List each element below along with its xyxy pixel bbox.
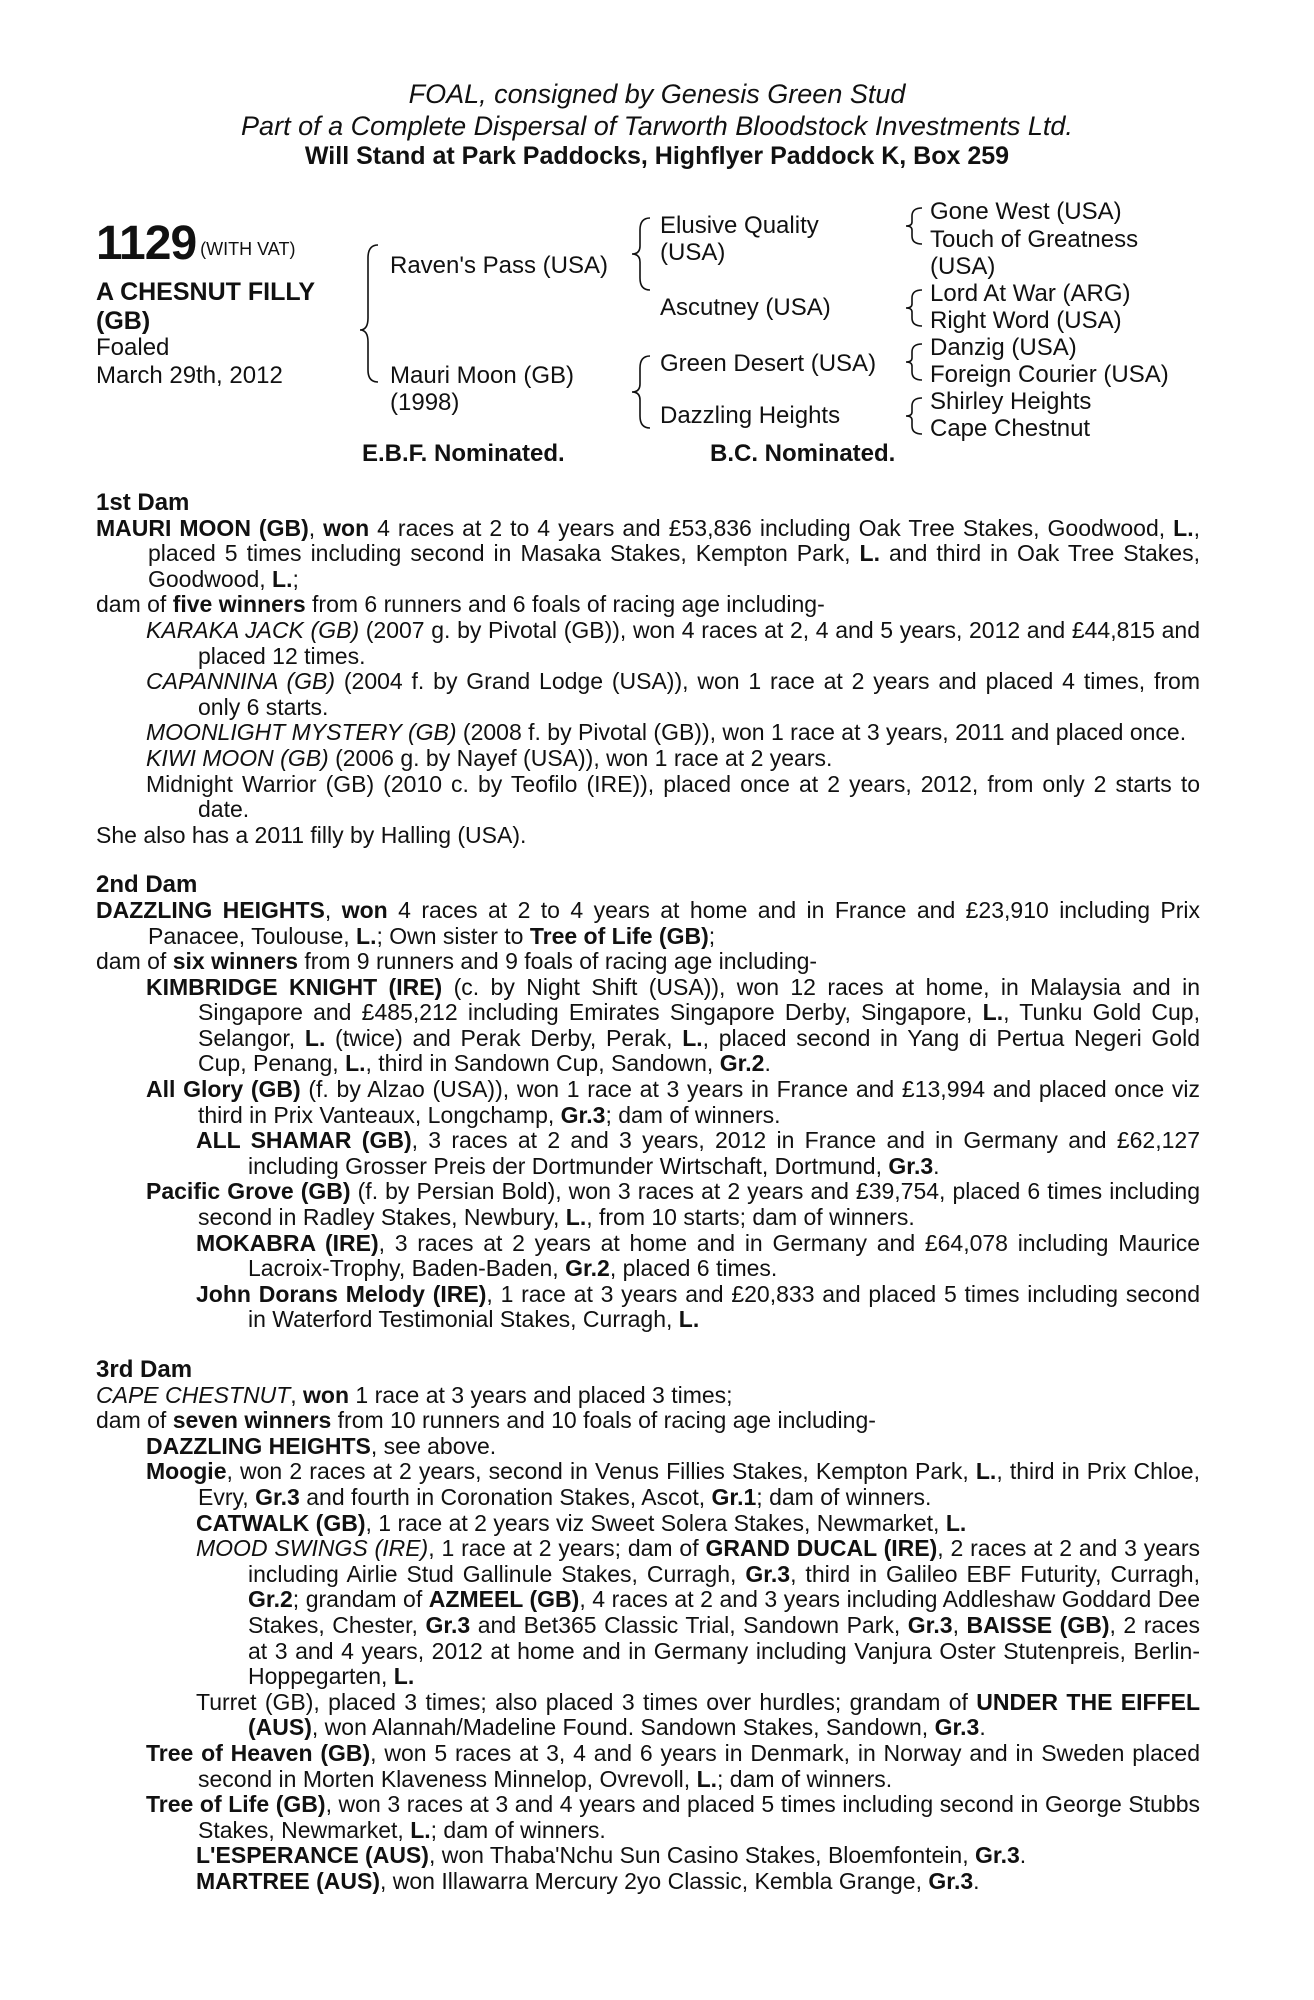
horse-record: ; dam of winners. <box>605 1101 781 1128</box>
dispersal-line: Part of a Complete Dispersal of Tarworth Bloodstock Investments Ltd. <box>241 111 1073 141</box>
section-gap <box>96 848 1200 872</box>
brace-dam <box>632 356 650 428</box>
horse-name: DAZZLING HEIGHTS <box>146 1432 371 1459</box>
lot-description-line2: (GB) <box>96 307 151 335</box>
group-mark: Gr.3 <box>907 1611 953 1638</box>
produce-martree <box>96 1869 1200 1895</box>
listed-mark: L. <box>975 1458 997 1485</box>
winners-count: six winners <box>172 948 298 975</box>
produce-kimbridge-knight <box>96 975 1200 1077</box>
dam-of-detail: from 6 runners and 6 foals of racing age including- <box>305 591 825 618</box>
horse-name: GRAND DUCAL (IRE) <box>705 1535 938 1562</box>
sister-name: Tree of Life (GB) <box>529 922 709 949</box>
brace-g5 <box>906 344 922 380</box>
horse-record: (twice) and Perak Derby, Perak, <box>325 1024 683 1051</box>
gg-sire-3: Danzig (USA) <box>930 334 1077 361</box>
horse-record: ; dam of winners. <box>756 1483 932 1510</box>
produce-all-shamar <box>96 1128 1200 1179</box>
horse-record: (f. by Alzao (USA)), won 1 race at 3 years in France and £13,994 and placed once viz third in Prix Vanteaux, Longchamp, <box>198 1076 1200 1128</box>
listed-mark: L. <box>565 1204 587 1231</box>
horse-record: , see above. <box>370 1432 497 1459</box>
produce-dazzling-heights <box>96 1434 1200 1460</box>
brace-sire <box>632 218 650 290</box>
horse-record: (2007 g. by Pivotal (GB)), won 4 races at 2, 4 and 5 years, 2012 and £44,815 and placed 12 times. <box>198 616 1200 669</box>
second-dam-record: DAZZLING HEIGHTS, won 4 races at 2 to 4 years at home and in France and £23,910 including Prix Panacee, Toulouse, L.; Own sister to Tree of Life (GB); <box>96 896 1201 949</box>
horse-name: CATWALK (GB) <box>196 1509 366 1536</box>
listed-mark: L. <box>410 1816 431 1843</box>
horse-name: KIMBRIDGE KNIGHT (IRE) <box>146 973 443 1000</box>
horse-record: , placed second in Yang di Pertua Negeri Gold Cup, Penang, <box>198 1024 1200 1077</box>
first-dam-name: MAURI MOON (GB) <box>96 514 309 541</box>
horse-record: , won 2 races at 2 years, second in Venus Fillies Stakes, Kempton Park, <box>226 1458 976 1485</box>
dam-dam: Dazzling Heights <box>660 402 841 429</box>
group-mark: Gr.3 <box>745 1560 791 1587</box>
horse-record: , third in Sandown Cup, Sandown, <box>365 1050 720 1077</box>
group-mark: Gr.2 <box>248 1586 293 1613</box>
second-dam-produce-summary <box>96 949 1200 975</box>
horse-name: John Dorans Melody (IRE) <box>196 1280 487 1307</box>
listed-mark: L. <box>682 1024 703 1051</box>
third-dam-won: won <box>303 1381 350 1408</box>
winners-count: seven winners <box>172 1407 332 1434</box>
horse-record: , <box>952 1611 967 1638</box>
gg-dam-1 <box>930 226 1138 280</box>
group-mark: Gr.3 <box>975 1842 1020 1869</box>
produce-lesperance <box>96 1843 1200 1869</box>
ebf-nomination: E.B.F. Nominated. <box>362 440 565 467</box>
section-gap <box>96 1333 1200 1357</box>
listed-mark: L. <box>859 540 880 567</box>
winners-count: five winners <box>172 591 306 618</box>
listed-mark: L. <box>1173 514 1194 541</box>
horse-name: KIWI MOON (GB) <box>146 744 329 771</box>
horse-name: All Glory (GB) <box>146 1076 301 1103</box>
dam-of-label: dam of <box>96 1407 173 1434</box>
group-mark: Gr.3 <box>255 1483 300 1510</box>
first-dam-record: MAURI MOON (GB), won 4 races at 2 to 4 years and £53,836 including Oak Tree Stakes, Goodwood, L., placed 5 times including second in Masaka Stakes, Kempton Park, L. and third in Oak Tree Stakes, Goodwood, L.; <box>96 514 1200 592</box>
dam-of-label: dam of <box>96 591 173 618</box>
dam-line1: Mauri Moon (GB) <box>390 362 575 389</box>
produce-turret <box>96 1690 1200 1741</box>
second-dam-won: won <box>341 896 388 923</box>
third-dam-name: CAPE CHESTNUT <box>96 1381 291 1408</box>
horse-record: and fourth in Coronation Stakes, Ascot, <box>299 1483 712 1510</box>
produce-tree-of-life <box>96 1792 1200 1843</box>
horse-record: ; dam of winners. <box>717 1765 893 1792</box>
horse-name: Tree of Heaven (GB) <box>146 1739 371 1766</box>
horse-record: , won Thaba'Nchu Sun Casino Stakes, Bloemfontein, <box>428 1842 975 1869</box>
produce-john-dorans-melody <box>96 1282 1200 1333</box>
group-mark: Gr.2 <box>719 1050 765 1077</box>
group-mark: Gr.2 <box>565 1255 610 1282</box>
second-dam-name: DAZZLING HEIGHTS <box>96 896 325 923</box>
horse-record: . <box>764 1050 771 1077</box>
bc-nomination: B.C. Nominated. <box>710 440 896 467</box>
gg-sire-1: Gone West (USA) <box>930 198 1122 225</box>
listed-mark: L. <box>304 1024 326 1051</box>
lot-description-line1: A CHESNUT FILLY <box>96 278 315 306</box>
produce-kiwi-moon <box>96 746 1200 772</box>
produce-tree-of-heaven <box>96 1741 1200 1792</box>
horse-record: , placed 6 times. <box>609 1255 778 1282</box>
foaled-date: March 29th, 2012 <box>96 362 283 389</box>
group-mark: Gr.1 <box>711 1483 757 1510</box>
horse-record: , Tunku Gold Cup, Selangor, <box>198 999 1200 1051</box>
horse-record: , 1 race at 2 years viz Sweet Solera Stakes, Newmarket, <box>365 1509 946 1536</box>
produce-pacific-grove <box>96 1179 1200 1230</box>
horse-record: , 3 races at 2 years at home and in Germany and £64,078 including Maurice Lacroix-Trophy, Baden-Baden, <box>248 1229 1200 1282</box>
listed-mark: L. <box>678 1306 700 1333</box>
horse-record: (2008 f. by Pivotal (GB)), won 1 race at 3 years, 2011 and placed once. <box>456 719 1187 746</box>
first-dam-also-note: She also has a 2011 filly by Halling (USA). <box>96 821 527 848</box>
second-dam-title: 2nd Dam <box>96 871 198 899</box>
brace-g3 <box>906 290 922 326</box>
listed-mark: L. <box>982 999 1004 1026</box>
horse-record: , third in Prix Chloe, Evry, <box>198 1458 1200 1510</box>
foaled-label: Foaled <box>96 334 170 361</box>
group-mark: Gr.3 <box>928 1867 974 1894</box>
second-dam-record-a: 4 races at 2 to 4 years at home and in France and £23,910 including Prix Panacee, Toulouse, <box>148 896 1201 949</box>
sire-sire <box>660 212 819 266</box>
gg-sire-2: Lord At War (ARG) <box>930 280 1131 307</box>
gg-dam-4: Cape Chestnut <box>930 415 1091 442</box>
horse-record: . <box>973 1867 980 1894</box>
horse-name: MOKABRA (IRE) <box>196 1229 379 1256</box>
horse-name: MOOD SWINGS (IRE) <box>196 1535 429 1562</box>
produce-moogie <box>96 1459 1200 1510</box>
dam-line2: (1998) <box>390 389 460 416</box>
horse-record: (2006 g. by Nayef (USA)), won 1 race at 2 years. <box>328 744 833 771</box>
horse-record: , 4 races at 2 and 3 years including Addleshaw Goddard Dee Stakes, Chester, <box>248 1586 1200 1638</box>
gg-dam-2: Right Word (USA) <box>930 307 1122 334</box>
dam <box>390 362 574 416</box>
horse-record: Turret (GB), placed 3 times; also placed 3 times over hurdles; grandam of <box>196 1688 977 1715</box>
produce-midnight-warrior: Midnight Warrior (GB) (2010 c. by Teofilo (IRE)), placed once at 2 years, 2012, from only 2 starts to date. <box>146 770 1200 823</box>
produce-karaka-jack <box>96 618 1200 669</box>
group-mark: Gr.3 <box>888 1152 934 1179</box>
horse-record: , won 3 races at 3 and 4 years and placed 5 times including second in George Stubbs Stakes, Newmarket, <box>198 1791 1200 1843</box>
second-dam-record-b: ; Own sister to <box>376 922 530 949</box>
horse-record: , 2 races at 2 and 3 years including Airlie Stud Gallinule Stakes, Curragh, <box>248 1535 1200 1587</box>
sire-sire-line2: (USA) <box>660 239 726 266</box>
horse-record: (c. by Night Shift (USA)), won 12 races at home, in Malaysia and in Singapore and £485,212 including Emirates Singapore Derby, Singapore, <box>198 973 1200 1026</box>
produce-catwalk <box>96 1511 1200 1537</box>
horse-record: , 3 races at 2 and 3 years, 2012 in France and in Germany and £62,127 including Grosser Preis der Dortmunder Wirtschaft, Dortmund, <box>248 1127 1200 1179</box>
horse-record: , 1 race at 3 years and £20,833 and placed 5 times including second in Waterford Testimonial Stakes, Curragh, <box>248 1280 1200 1333</box>
brace-g1 <box>906 208 922 244</box>
produce-moonlight-mystery <box>96 720 1200 746</box>
first-dam-title: 1st Dam <box>96 489 190 516</box>
produce-capannina <box>96 669 1200 720</box>
second-dam-record-c: ; <box>708 922 716 949</box>
listed-mark: L. <box>393 1663 415 1690</box>
listed-mark: L. <box>356 922 377 949</box>
horse-record: , won Alannah/Madeline Found. Sandown Stakes, Sandown, <box>311 1714 935 1741</box>
sire: Raven's Pass (USA) <box>390 252 608 279</box>
horse-record: and Bet365 Classic Trial, Sandown Park, <box>470 1611 908 1638</box>
gg-sire-4: Shirley Heights <box>930 388 1092 415</box>
horse-name: BAISSE (GB) <box>966 1611 1110 1638</box>
brace-main <box>360 245 378 382</box>
horse-record: , from 10 starts; dam of winners. <box>586 1204 915 1231</box>
horse-record: (2004 f. by Grand Lodge (USA)), won 1 race at 2 years and placed 4 times, from only 6 starts. <box>198 668 1200 720</box>
horse-name: MOONLIGHT MYSTERY (GB) <box>146 719 457 746</box>
dam-of-label: dam of <box>96 948 173 975</box>
horse-name: KARAKA JACK (GB) <box>146 616 360 643</box>
vat-note: (WITH VAT) <box>200 239 296 259</box>
lot-number: 1129 <box>96 217 197 270</box>
horse-record: ; grandam of <box>292 1586 429 1613</box>
horse-record: . <box>1019 1842 1027 1869</box>
third-dam-record-text: 1 race at 3 years and placed 3 times; <box>349 1381 733 1408</box>
horse-name: UNDER THE EIFFEL (AUS) <box>248 1688 1200 1741</box>
horse-record: , won Illawarra Mercury 2yo Classic, Kembla Grange, <box>380 1867 929 1894</box>
horse-name: Tree of Life (GB) <box>146 1791 326 1818</box>
brace-g7 <box>906 398 922 434</box>
horse-name: ALL SHAMAR (GB) <box>196 1127 412 1154</box>
dam-sire: Green Desert (USA) <box>660 350 877 377</box>
listed-mark: L. <box>345 1050 366 1077</box>
horse-name: AZMEEL (GB) <box>428 1586 580 1613</box>
horse-record: , won 5 races at 3, 4 and 6 years in Denmark, in Norway and in Sweden placed second in Morten Klaveness Minnelop, Ovrevoll, <box>198 1739 1200 1792</box>
listed-mark: L. <box>272 565 293 592</box>
horse-name: CAPANNINA (GB) <box>146 668 336 695</box>
first-dam-won: won <box>323 514 370 541</box>
gg-dam-1-line1: Touch of Greatness <box>930 226 1139 253</box>
group-mark: Gr.3 <box>560 1101 606 1128</box>
group-mark: Gr.3 <box>425 1611 471 1638</box>
horse-record: , 1 race at 2 years; dam of <box>428 1535 706 1562</box>
listed-mark: L. <box>945 1509 967 1536</box>
horse-record: , 2 races at 3 and 4 years, 2012 at home and in Germany including Vanjura Oster Stutenpreis, Berlin-Hoppegarten, <box>248 1611 1200 1690</box>
horse-record: , third in Galileo EBF Futurity, Curragh, <box>790 1560 1200 1587</box>
listed-mark: L. <box>696 1765 718 1792</box>
sire-dam: Ascutney (USA) <box>660 294 831 321</box>
produce-all-glory <box>96 1077 1200 1128</box>
third-dam-title: 3rd Dam <box>96 1356 193 1383</box>
dam-of-detail: from 9 runners and 9 foals of racing age including- <box>298 948 818 975</box>
gg-dam-1-line2: (USA) <box>930 253 996 280</box>
horse-name: Moogie <box>146 1458 227 1485</box>
first-dam-produce-summary <box>96 592 1200 618</box>
horse-record: . <box>979 1714 986 1741</box>
horse-record: . <box>933 1152 940 1179</box>
stand-location-line: Will Stand at Park Paddocks, Highflyer Paddock K, Box 259 <box>304 142 1010 170</box>
consignor-line: FOAL, consigned by Genesis Green Stud <box>408 79 906 109</box>
third-dam-record: CAPE CHESTNUT, won 1 race at 3 years and placed 3 times; <box>96 1381 733 1408</box>
sire-sire-line1: Elusive Quality <box>660 212 819 239</box>
horse-record: ; dam of winners. <box>430 1816 606 1843</box>
horse-record: (f. by Persian Bold), won 3 races at 2 years and £39,754, placed 6 times including second in Radley Stakes, Newbury, <box>198 1178 1200 1231</box>
first-dam-record-d: ; <box>292 565 299 592</box>
gg-dam-3: Foreign Courier (USA) <box>930 361 1169 388</box>
first-dam-record-c: and third in Oak Tree Stakes, Goodwood, <box>148 540 1200 592</box>
produce-mokabra <box>96 1231 1200 1282</box>
horse-name: MARTREE (AUS) <box>196 1867 380 1894</box>
horse-name: L'ESPERANCE (AUS) <box>196 1842 429 1869</box>
dam-records <box>96 490 1200 1894</box>
first-dam-record-b: , placed 5 times including second in Masaka Stakes, Kempton Park, <box>148 514 1200 567</box>
dam-of-detail: from 10 runners and 10 foals of racing age including- <box>331 1407 876 1434</box>
produce-mood-swings <box>96 1536 1200 1690</box>
horse-name: Pacific Grove (GB) <box>146 1178 351 1205</box>
first-dam-record-a: 4 races at 2 to 4 years and £53,836 including Oak Tree Stakes, Goodwood, <box>369 514 1174 541</box>
group-mark: Gr.3 <box>934 1714 980 1741</box>
third-dam-produce-summary <box>96 1408 1200 1434</box>
